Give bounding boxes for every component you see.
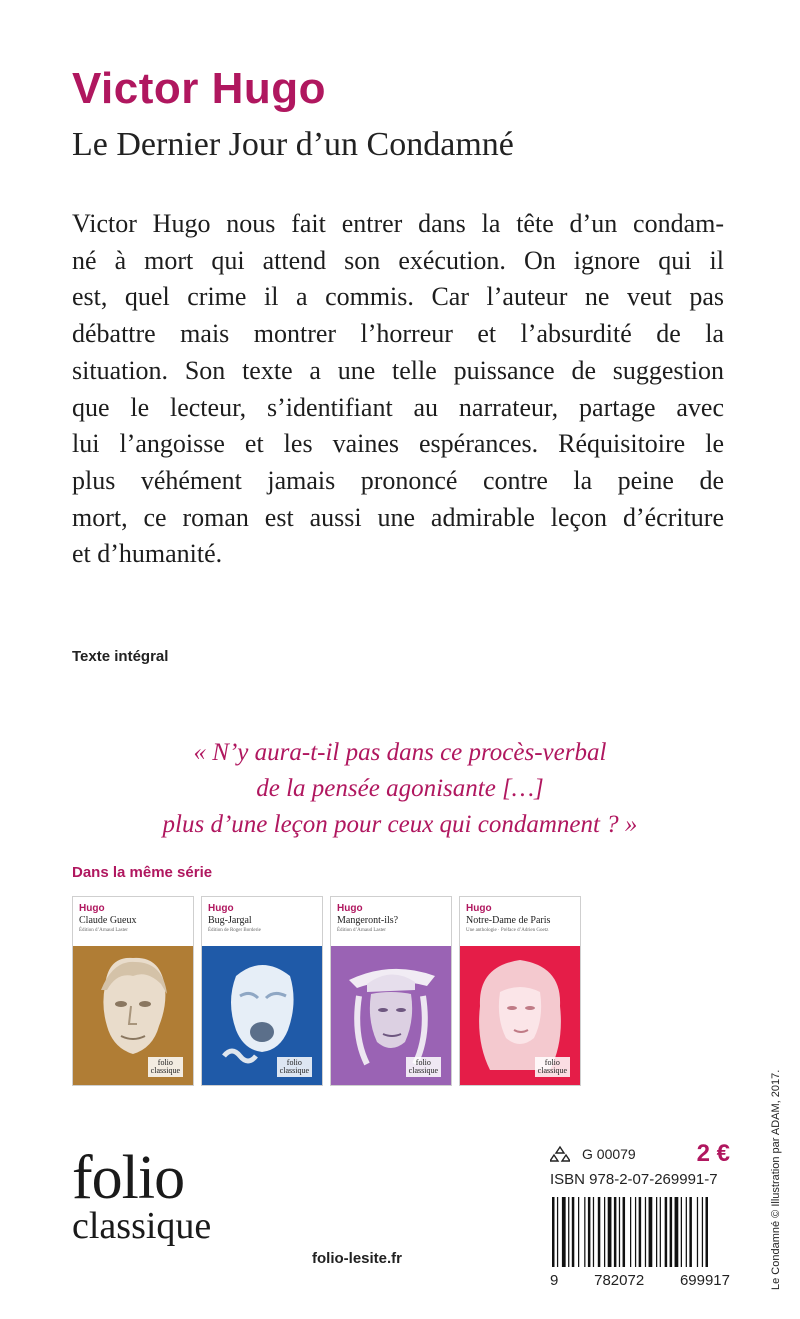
series-book-title: Notre-Dame de Paris [466, 915, 551, 926]
blurb-line: né à mort qui attend son exécution. On ignore qui il [72, 245, 724, 275]
series-book-subtitle: Édition d’Arnaud Laster [79, 928, 128, 933]
barcode-bar [697, 1197, 698, 1267]
series-book-cover [201, 896, 323, 1086]
quote-line: de la pensée agonisante […] [256, 775, 544, 802]
series-book-folio-logo: folio classique [535, 1057, 570, 1077]
series-book-title: Bug-Jargal [208, 915, 252, 926]
series-book-subtitle: Une anthologie · Préface d’Adrien Goetz [466, 928, 549, 933]
barcode-bar [557, 1197, 558, 1267]
series-book-title: Claude Gueux [79, 915, 137, 926]
series-thumbnails [72, 896, 581, 1086]
series-label: Dans la même série [72, 864, 213, 881]
barcode [548, 1197, 728, 1267]
series-book-subtitle: Édition d’Arnaud Laster [337, 928, 386, 933]
illustration-credit: Le Condamné © Illustration par ADAM, 2017. [770, 1069, 782, 1290]
series-book-author: Hugo [208, 903, 234, 914]
barcode-bar [630, 1197, 631, 1267]
barcode-digit-group: 782072 [594, 1272, 645, 1289]
barcode-bar [619, 1197, 620, 1267]
series-book-author: Hugo [466, 903, 492, 914]
barcode-bar [568, 1197, 569, 1267]
barcode-bar [588, 1197, 591, 1267]
blurb-line: et d’humanité. [72, 539, 223, 569]
series-book-author: Hugo [79, 903, 105, 914]
blurb-line: mort, ce roman est aussi une admirable leçon d’écriture [72, 502, 724, 532]
barcode-bar [670, 1197, 673, 1267]
quote-line: plus d’une leçon pour ceux qui condamnent ? » [162, 811, 638, 838]
series-book-cover [459, 896, 581, 1086]
barcode-bar [572, 1197, 575, 1267]
barcode-bar [649, 1197, 653, 1267]
barcode-bar [552, 1197, 555, 1267]
barcode-bar [665, 1197, 668, 1267]
barcode-bar [614, 1197, 617, 1267]
series-book-subtitle: Édition de Roger Borderie [208, 928, 261, 933]
quote-line: « N’y aura-t-il pas dans ce procès-verbal [193, 739, 607, 766]
blurb-line: que le lecteur, s’identifiant au narrateur, partage avec [72, 392, 724, 422]
barcode-bar [578, 1197, 579, 1267]
series-book-title: Mangeront-ils? [337, 915, 399, 926]
product-code: G 00079 [582, 1146, 636, 1162]
barcode-bar [635, 1197, 636, 1267]
barcode-bar [675, 1197, 679, 1267]
barcode-bar [608, 1197, 612, 1267]
back-cover-blurb [72, 206, 724, 573]
series-book-cover [330, 896, 452, 1086]
product-code-row [550, 1140, 730, 1168]
blurb-line: plus véhément jamais prononcé contre la peine de [72, 465, 724, 495]
barcode-bar [623, 1197, 626, 1267]
recycling-icon [550, 1145, 570, 1163]
barcode-bar [562, 1197, 566, 1267]
publisher-website: folio-lesite.fr [312, 1250, 403, 1267]
barcode-bar [645, 1197, 646, 1267]
barcode-digit-group: 9 [550, 1272, 559, 1289]
barcode-bar [598, 1197, 601, 1267]
barcode-bar [656, 1197, 657, 1267]
barcode-bar [660, 1197, 661, 1267]
barcode-bar [702, 1197, 703, 1267]
folio-logo: folio [72, 1144, 185, 1212]
blurb-line: situation. Son texte a une telle puissance de suggestion [72, 355, 724, 385]
author-name: Victor Hugo [72, 64, 327, 113]
barcode-number [550, 1272, 730, 1289]
blurb-line: lui l’angoisse et les vaines espérances. Réquisitoire le [72, 429, 724, 459]
blurb-line: débattre mais montrer l’horreur et l’absurdité de la [72, 319, 724, 349]
series-book-folio-logo: folio classique [277, 1057, 312, 1077]
edition-mention: Texte intégral [72, 648, 169, 665]
price: 2 € [696, 1140, 730, 1167]
series-book-cover [72, 896, 194, 1086]
series-book-author: Hugo [337, 903, 363, 914]
barcode-bar [681, 1197, 682, 1267]
barcode-bar [584, 1197, 585, 1267]
barcode-bar [604, 1197, 605, 1267]
barcode-bar [639, 1197, 642, 1267]
barcode-bar [593, 1197, 594, 1267]
barcode-digit-group: 699917 [679, 1272, 730, 1289]
series-book-folio-logo: folio classique [148, 1057, 183, 1077]
pull-quote [0, 735, 800, 843]
series-book-folio-logo: folio classique [406, 1057, 441, 1077]
isbn: ISBN 978-2-07-269991-7 [550, 1171, 718, 1188]
blurb-line: est, quel crime il a commis. Car l’auteur ne veut pas [72, 282, 724, 312]
barcode-bar [686, 1197, 687, 1267]
blurb-line: Victor Hugo nous fait entrer dans la tête d’un condam- [72, 209, 724, 238]
barcode-bar [689, 1197, 692, 1267]
classique-logo: classique [72, 1205, 212, 1247]
barcode-bar [706, 1197, 709, 1267]
book-title: Le Dernier Jour d’un Condamné [72, 126, 514, 163]
